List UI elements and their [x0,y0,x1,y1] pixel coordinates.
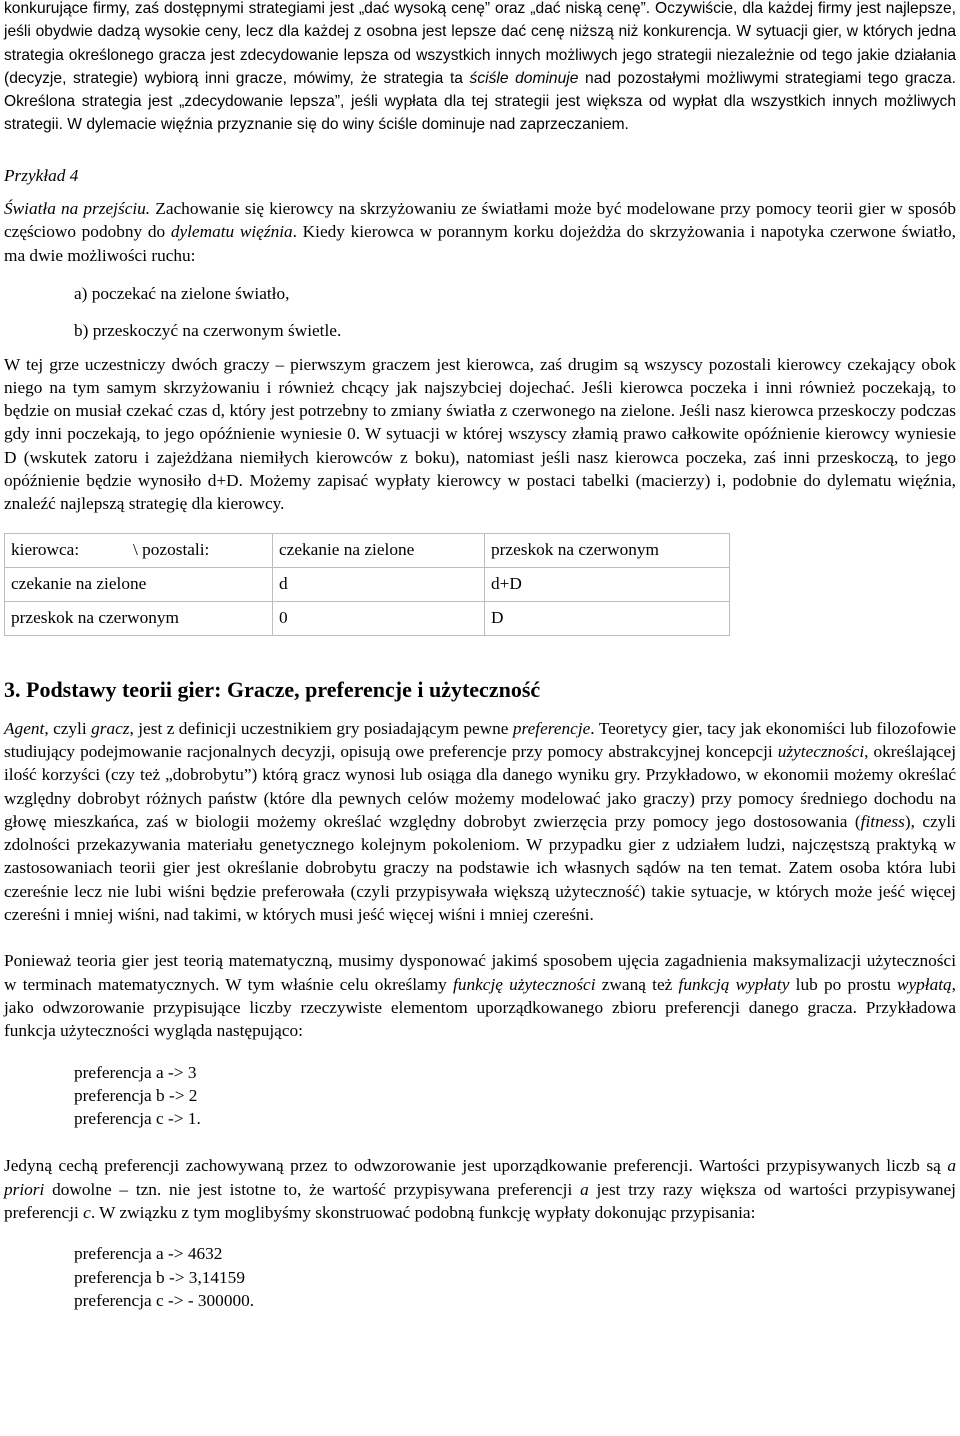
term-a-priori: a priori [4,1156,956,1199]
text: , jest z definicji uczestnikiem gry posiadającym pewne [129,718,513,738]
term-a: a [580,1179,589,1199]
text: zwaną też [595,974,679,994]
table-row [5,601,730,635]
text: , jako odwzorowanie przypisujące liczby rzeczywiste elementom uporządkowanego zbioru preferencji danego gracza. Przykładowa funkcja użyteczności wygląda następująco: [4,974,956,1041]
payoff-table [4,533,730,636]
option-a: a) poczekać na zielone światło, [74,283,290,303]
example-paragraph-1 [4,197,956,267]
text: jest trzy razy większa od wartości przypisywanej preferencji [4,1179,956,1222]
utility-list-1 [4,1061,956,1131]
list-item: preferencja b -> 3,14159 [74,1267,245,1287]
section-heading: 3. Podstawy teorii gier: Gracze, preferencje i użyteczność [4,676,541,702]
table-cell: 0 [273,601,485,635]
table-header-cell: czekanie na zielone [273,533,485,567]
table-header-corner [5,533,273,567]
table-cell: d+D [485,567,730,601]
text: lub po prostu [789,974,897,994]
table-cell: d [273,567,485,601]
intro-text-2: nad pozostałymi możliwymi strategiami tego gracza. [578,69,956,87]
example-title: Światła na przejściu. [4,199,151,219]
header-others-label: \ pozostali: [133,540,210,560]
intro-paragraph [4,0,956,137]
text: . Teoretycy gier, tacy jak ekonomiści lub filozofowie studiujący podejmowanie racjonalnych decyzji, opisują owe preferencje przy pomocy abstrakcyjnej koncepcji [4,718,956,761]
example-heading: Przykład 4 [4,165,79,185]
list-item: preferencja c -> - 300000. [74,1290,255,1310]
section-paragraph-1 [4,717,956,927]
table-header-cell: przeskok na czerwonym [485,533,730,567]
text: , czyli [44,718,92,738]
example-paragraph-2: W tej grze uczestniczy dwóch graczy – pierwszym graczem jest kierowca, zaś drugim są wszyscy pozostali kierowcy czekający obok niego na tym samym skrzyżowaniu i również chcący jak najszybciej dojechać. Jeśli kierowca poczeka i inni również poczekają, to będzie on musiał czekać czas d, który jest potrzebny to zmiany światła z czerwonego na zielone. Jeśli nasz kierowca przeskoczy podczas gdy inni poczekają, to jego opóźnienie wyniesie 0. W sytuacji w której wszyscy złamią prawo całkowite opóźnienie kierowcy wyniesie D (wskutek zatoru i zajeżdżana niemiłych kierowców z boku), natomiast jeśli nasz kierowca poczeka, zaś inni przeskoczą, to jego opóźnienie będzie wynosiło d+D. Możemy zapisać wypłaty kierowcy w postaci tabelki (macierzy) i, podobnie do dylematu więźnia, znaleźć najlepszą strategię dla kierowcy. [4,354,956,514]
term-agent: Agent [4,718,45,738]
intro-emphasis: ściśle dominuje [469,69,579,87]
term-uzytecznosci: użyteczności [777,741,865,761]
table-cell: D [485,601,730,635]
term-gracz: gracz [91,718,130,738]
text: . W związku z tym moglibyśmy skonstruować podobną funkcję wypłaty dokonując przypisania: [90,1202,756,1222]
section-paragraph-2 [4,949,956,1042]
example-emphasis: dylematu więźnia [170,222,293,242]
table-row [5,533,730,567]
term-funkcja-wyplaty: funkcją wypłaty [678,974,790,994]
term-preferencje: preferencje [512,718,591,738]
table-row-label: przeskok na czerwonym [5,601,273,635]
example-text-1a: Zachowanie się kierowcy na skrzyżowaniu ze światłami może być modelowane przy pomocy teorii gier w sposób częściowo podobny do [4,199,956,242]
table-row [5,567,730,601]
text: ), czyli zdolności przekazywania materiału genetycznego kolejnym pokoleniom. W przypadku gier z udziałem ludzi, najczęstszą praktyką w zastosowaniach teorii gier jest określanie dobrobytu graczy na podstawie ich własnych sądów na ten temat. Zatem osoba która lubi czereśnie lecz nie lubi wiśni będzie preferowała (czyli przypisywała większą użyteczność) takie sytuacje, w których może jeść więcej czereśni i mniej wiśni, nad takimi, w których musi jeść więcej wiśni i mniej czereśni. [4,811,956,925]
table-row-label: czekanie na zielone [5,567,273,601]
term-fitness: fitness [860,811,905,831]
text: Jedyną cechą preferencji zachowywaną przez to odwzorowanie jest uporządkowanie preferencji. Wartości przypisywanych liczb są [4,1156,948,1176]
text: , określającej ilość korzyści (czy też „dobrobytu”) którą gracz wynosi lub osiąga dla danego wyniku gry. Przykładowo, w ekonomii możemy określać względny dobrobyt różnych państw (które dla pewnych celów możemy modelować jako graczy) przy pomocy średniego dochodu na głowę mieszkańca, zaś w biologii możemy określać względny dobrobyt zwierzęcia przy pomocy jego dostosowania ( [4,741,956,831]
text: dowolne – tzn. nie jest istotne to, że wartość przypisywana preferencji [44,1179,581,1199]
section-paragraph-3 [4,1154,956,1224]
option-b: b) przeskoczyć na czerwonym świetle. [74,321,342,341]
list-item: preferencja a -> 3 [74,1062,197,1082]
list-item: preferencja c -> 1. [74,1109,201,1129]
term-c: c [83,1202,91,1222]
list-item: preferencja b -> 2 [74,1085,198,1105]
header-driver-label: kierowca: [11,540,80,560]
intro-text-1: konkurujące firmy, zaś dostępnymi strategiami jest „dać wysoką cenę” oraz „dać niską cenę”. Oczywiście, dla każdej firmy jest najlepsze, jeśli obydwie dadzą wysokie ceny, lecz dla każdej z osobna jest lepsze dać cenę niższą niż konkurencja. W sytuacji gier, w których jedna strategia określonego gracza jest zdecydowanie lepsza od wszystkich innych możliwych jego strategii niezależnie od tego jakie działania (decyzje, strategie) wybiorą inni gracze, mówimy, że strategia ta [4,0,956,87]
term-funkcja-uzytecznosci: funkcję użyteczności [453,974,596,994]
example-text-1b: . Kiedy kierowca w porannym korku dojeżdża do skrzyżowania i napotyka czerwone światło, ma dwie możliwości ruchu: [4,222,956,265]
term-wyplata: wypłatą [896,974,952,994]
utility-list-2 [4,1242,956,1312]
text: Ponieważ teoria gier jest teorią matematyczną, musimy dysponować jakimś sposobem ujęcia zagadnienia maksymalizacji użyteczności w terminach matematycznych. W tym właśnie celu określamy [4,951,956,994]
intro-text-3: Określona strategia jest „zdecydowanie lepsza”, jeśli wypłata dla tej strategii jest większa od wypłat dla wszystkich innych możliwych strategii. W dylemacie więźnia przyznanie się do winy ściśle dominuje nad zaprzeczaniem. [4,93,956,134]
list-item: preferencja a -> 4632 [74,1244,223,1264]
